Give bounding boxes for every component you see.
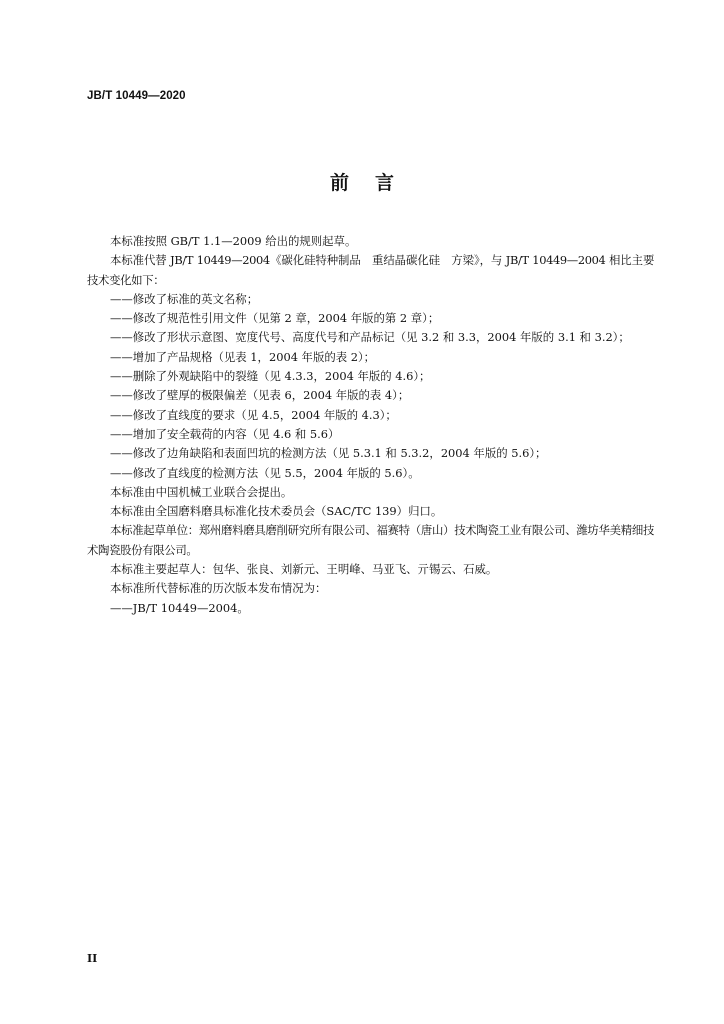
page-number: II [87, 952, 98, 965]
changes-list [87, 290, 654, 483]
paragraph-proposer: 本标准由中国机械工业联合会提出。 [110, 484, 293, 499]
document-id: JB/T 10449—2020 [87, 90, 186, 102]
list-item: ——修改了规范性引用文件（见第 2 章，2004 年版的第 2 章）； [110, 311, 440, 326]
page-title: 前言 [329, 172, 420, 194]
foreword-body [87, 232, 654, 618]
list-item: ——修改了形状示意图、宽度代号、高度代号和产品标记（见 3.2 和 3.3，2004 年版的 3.1 和 3.2）； [110, 330, 630, 345]
list-item: ——修改了壁厚的极限偏差（见表 6，2004 年版的表 4）； [110, 388, 410, 403]
list-item: ——JB/T 10449—2004。 [110, 600, 249, 615]
list-item: ——修改了直线度的检测方法（见 5.5，2004 年版的 5.6）。 [110, 465, 420, 480]
paragraph-drafting-rules: 本标准按照 GB/T 1.1—2009 给出的规则起草。 [110, 234, 357, 248]
list-item: ——增加了安全载荷的内容（见 4.6 和 5.6） [110, 426, 340, 441]
paragraph-committee: 本标准由全国磨料磨具标准化技术委员会（SAC/TC 139）归口。 [110, 504, 443, 519]
list-item: ——修改了直线度的要求（见 4.5，2004 年版的 4.3）； [110, 407, 397, 422]
list-item: ——修改了标准的英文名称； [110, 291, 259, 306]
paragraph-history-intro: 本标准所代替标准的历次版本发布情况为： [110, 581, 327, 596]
history-list [87, 599, 654, 618]
paragraph-drafting-units: 本标准起草单位：郑州磨料磨具磨削研究所有限公司、福赛特（唐山）技术陶瓷工业有限公司、潍坊华美精细技术陶瓷股份有限公司。 [87, 523, 654, 557]
list-item: ——删除了外观缺陷中的裂缝（见 4.3.3，2004 年版的 4.6）； [110, 369, 431, 384]
list-item: ——修改了边角缺陷和表面凹坑的检测方法（见 5.3.1 和 5.3.2，2004 年版的 5.6）； [110, 446, 547, 461]
list-item: ——增加了产品规格（见表 1，2004 年版的表 2）； [110, 349, 376, 364]
paragraph-replacement: 本标准代替 JB/T 10449—2004《碳化硅特种制品 重结晶碳化硅 方梁》，与 JB/T 10449—2004 相比主要技术变化如下： [87, 253, 654, 287]
paragraph-drafters: 本标准主要起草人：包华、张良、刘新元、王明峰、马亚飞、亓锡云、石威。 [110, 562, 498, 577]
